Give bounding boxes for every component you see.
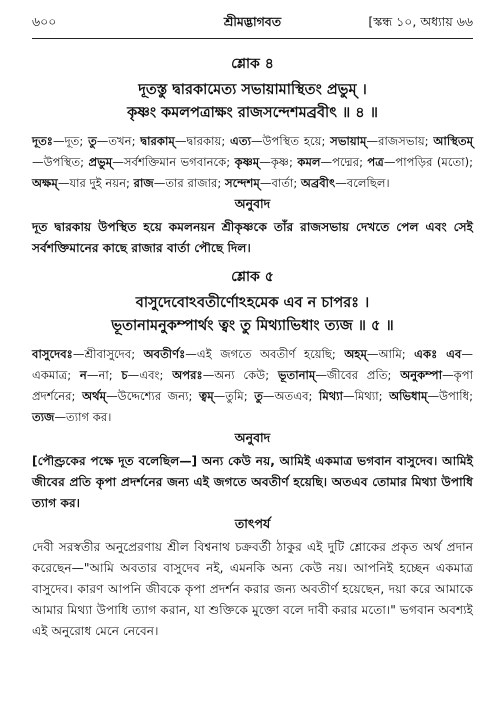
synonym-meaning: তখন; bbox=[108, 134, 141, 148]
sloka-5-verse bbox=[32, 292, 473, 338]
synonym-meaning: বার্তা; bbox=[271, 176, 301, 190]
synonym-word: অবতীর্ণঃ bbox=[143, 347, 186, 361]
synonym-meaning: না; bbox=[98, 368, 122, 382]
synonym-word: ত্বম্ bbox=[198, 389, 214, 403]
synonym-meaning: কৃপা প্রদর্শনের; bbox=[32, 368, 474, 403]
sloka-5-synonyms bbox=[32, 344, 473, 428]
synonym-word: কৃষ্ণম্ bbox=[234, 155, 260, 169]
synonym-dash: — bbox=[366, 347, 379, 361]
synonym-meaning: সর্বশক্তিমান ভগবানকে; bbox=[123, 155, 235, 169]
synonym-word: একঃ এব bbox=[414, 347, 462, 361]
synonym-meaning: বলেছিল। bbox=[346, 176, 390, 190]
synonym-word: অব্রবীৎ bbox=[300, 176, 336, 190]
synonym-word: তু bbox=[254, 389, 263, 403]
synonym-word: ন bbox=[79, 368, 87, 382]
chapter-reference: [স্কন্ধ ১০, অধ্যায় ৬৬ bbox=[368, 14, 473, 29]
synonym-meaning: দ্বারকায়; bbox=[186, 134, 231, 148]
synonym-meaning: পাপড়ির (মতো); bbox=[395, 155, 474, 169]
synonym-dash: — bbox=[442, 368, 454, 382]
synonym-word: অভিধাম্ bbox=[389, 389, 428, 403]
synonym-meaning: দূত; bbox=[64, 134, 89, 148]
synonym-word: আস্থিতম্ bbox=[433, 134, 474, 148]
sloka-4-synonyms bbox=[32, 131, 473, 194]
synonym-dash: — bbox=[213, 389, 226, 403]
sloka-5-line-2: ভূতানামনুকম্পার্থং ত্বং তু মিথ্যাভিধাং ত্যজ ॥ ৫ ॥ bbox=[111, 318, 394, 334]
sloka-4-translation-label: অনুবাদ bbox=[234, 196, 271, 211]
sloka-4-line-1: দূতস্তু দ্বারকামেত্য সভায়ামাস্থিতং প্রভুম্ । bbox=[138, 82, 367, 98]
synonym-word: অপরঃ bbox=[172, 368, 203, 382]
synonym-dash: — bbox=[86, 368, 99, 382]
purport-text: দেবী সরস্বতীর অনুপ্রেরণায় শ্রীল বিশ্বনাথ চক্রবর্তী ঠাকুর এই দুটি শ্লোকের প্রকৃত অর্থ প্রদান করেছেন—"আমি অবতার বাসুদেব নই, এমনকি অন্য কেউ নয়। আপনিই হচ্ছেন একমাত্র বাসুদেব। কারণ আপনি জীবকে কৃপা প্রদর্শন করার জন্য অবতীর্ণ হয়েছেন, দয়া করে আমাকে আমার মিথ্যা উপাধি ত্যাগ করান, যা শুক্তিকে মুক্তো বলে দাবী করার মতো।" ভগবান অবশ্যই এই অনুরোধ মেনে নেবেন। bbox=[32, 540, 473, 638]
synonym-dash: — bbox=[259, 176, 272, 190]
synonym-word: এত্য bbox=[230, 134, 251, 148]
synonym-dash: — bbox=[153, 176, 166, 190]
synonym-dash: — bbox=[54, 410, 67, 424]
synonym-word: প্রভুম্ bbox=[88, 155, 113, 169]
synonym-dash: — bbox=[427, 389, 440, 403]
synonym-dash: — bbox=[72, 347, 85, 361]
synonym-meaning: অতএব; bbox=[274, 389, 320, 403]
synonym-meaning: অন্য কেউ; bbox=[214, 368, 278, 382]
sloka-4-translation: দূত দ্বারকায় উপস্থিত হয়ে কমলনয়ন শ্রীকৃষ্ণকে তাঁর রাজসভায় দেখতে পেল এবং সেই সর্বশক্তিমানের কাছে রাজার বার্তা পৌছে দিল। bbox=[32, 220, 473, 255]
synonym-dash: — bbox=[262, 389, 275, 403]
synonym-meaning: পদ্মের; bbox=[332, 155, 368, 169]
synonym-word: রাজ bbox=[133, 176, 154, 190]
synonym-dash: — bbox=[57, 176, 70, 190]
synonym-meaning: তুমি; bbox=[225, 389, 255, 403]
synonym-word: বাসুদেবঃ bbox=[32, 347, 73, 361]
header-divider bbox=[32, 38, 473, 39]
synonym-meaning: যার দুই নয়ন; bbox=[69, 176, 134, 190]
synonym-dash: — bbox=[320, 155, 333, 169]
synonym-word: দূতঃ bbox=[32, 134, 53, 148]
synonym-meaning: ত্যাগ কর। bbox=[66, 410, 112, 424]
synonym-meaning: উপাধি; bbox=[439, 389, 474, 403]
synonym-meaning: এবং; bbox=[139, 368, 173, 382]
sloka-5-line-1: বাসুদেবোঽবতীর্ণোঽহমেক এব ন চাপরঃ । bbox=[135, 295, 370, 311]
synonym-word: সভায়াম্ bbox=[330, 134, 367, 148]
sloka-4-heading: শ্লোক ৪ bbox=[231, 56, 274, 72]
synonym-word: দ্বারকাম্ bbox=[140, 134, 175, 148]
sloka-5-heading: শ্লোক ৫ bbox=[231, 269, 274, 285]
synonym-meaning: উদ্দেশ্যের জন্য; bbox=[117, 389, 199, 403]
synonym-dash: — bbox=[366, 134, 379, 148]
synonym-meaning: উপস্থিত; bbox=[43, 155, 89, 169]
synonym-word: মিথ্যা bbox=[319, 389, 344, 403]
synonym-word: অক্ষম্ bbox=[32, 176, 58, 190]
synonym-meaning: শ্রীবাসুদেব; bbox=[84, 347, 144, 361]
synonym-dash: — bbox=[96, 134, 109, 148]
sloka-4-line-2: কৃষ্ণং কমলপত্রাক্ষং রাজসন্দেশমব্রবীৎ ॥ ৪ ॥ bbox=[127, 105, 378, 121]
synonym-dash: — bbox=[202, 368, 215, 382]
synonym-meaning: আমি; bbox=[378, 347, 415, 361]
synonym-meaning: রাজসভায়; bbox=[378, 134, 434, 148]
synonym-dash: — bbox=[315, 368, 327, 382]
synonym-word: অহম্ bbox=[344, 347, 367, 361]
sloka-4-verse bbox=[32, 79, 473, 125]
synonym-meaning: উপস্থিত হয়ে; bbox=[262, 134, 331, 148]
synonym-dash: — bbox=[32, 155, 44, 169]
synonym-dash: — bbox=[383, 155, 396, 169]
synonym-word: অর্থম্ bbox=[82, 389, 107, 403]
synonym-dash: — bbox=[343, 389, 355, 403]
synonym-dash: — bbox=[106, 389, 118, 403]
synonym-word: ভূতানাম্ bbox=[277, 368, 316, 382]
synonym-dash: — bbox=[174, 134, 187, 148]
synonym-word: কমল bbox=[297, 155, 321, 169]
sloka-5-translation: [পৌণ্ড্রকের পক্ষে দূত বলেছিল—] অন্য কেউ নয়, আমিই একমাত্র ভগবান বাসুদেব। আমিই জীবের প্রতি কৃপা প্রদর্শনের জন্য এই জগতে অবতীর্ণ হয়েছি। অতএব তোমার মিথ্যা উপাধি ত্যাগ কর। bbox=[32, 454, 473, 510]
synonym-dash: — bbox=[52, 134, 65, 148]
synonym-word: সন্দেশম্ bbox=[224, 176, 260, 190]
page-body bbox=[32, 48, 473, 642]
synonym-word: ত্যজ bbox=[32, 410, 55, 424]
synonym-meaning: এই জগতে অবতীর্ণ হয়েছি; bbox=[196, 347, 345, 361]
purport-label: তাৎপর্য bbox=[234, 516, 271, 531]
synonym-meaning: কৃষ্ণ; bbox=[270, 155, 298, 169]
page-header bbox=[32, 14, 473, 36]
synonym-word: অনুকম্পা bbox=[400, 368, 443, 382]
synonym-meaning: মিথ্যা; bbox=[354, 389, 390, 403]
synonym-dash: — bbox=[461, 347, 473, 361]
page-number: ৬০০ bbox=[32, 14, 57, 29]
synonym-dash: — bbox=[112, 155, 124, 169]
synonym-meaning: জীবের প্রতি; bbox=[326, 368, 401, 382]
synonym-dash: — bbox=[250, 134, 263, 148]
synonym-meaning: একমাত্র; bbox=[32, 368, 80, 382]
synonym-word: তু bbox=[88, 134, 97, 148]
sloka-5-translation-label: অনুবাদ bbox=[234, 430, 271, 445]
synonym-dash: — bbox=[335, 176, 347, 190]
synonym-dash: — bbox=[259, 155, 271, 169]
synonym-word: চ bbox=[121, 368, 128, 382]
synonym-dash: — bbox=[127, 368, 140, 382]
book-title: শ্রীমদ্ভাগবত bbox=[223, 14, 282, 29]
synonym-meaning: তার রাজার; bbox=[165, 176, 225, 190]
synonym-word: পত্র bbox=[367, 155, 384, 169]
synonym-dash: — bbox=[185, 347, 197, 361]
